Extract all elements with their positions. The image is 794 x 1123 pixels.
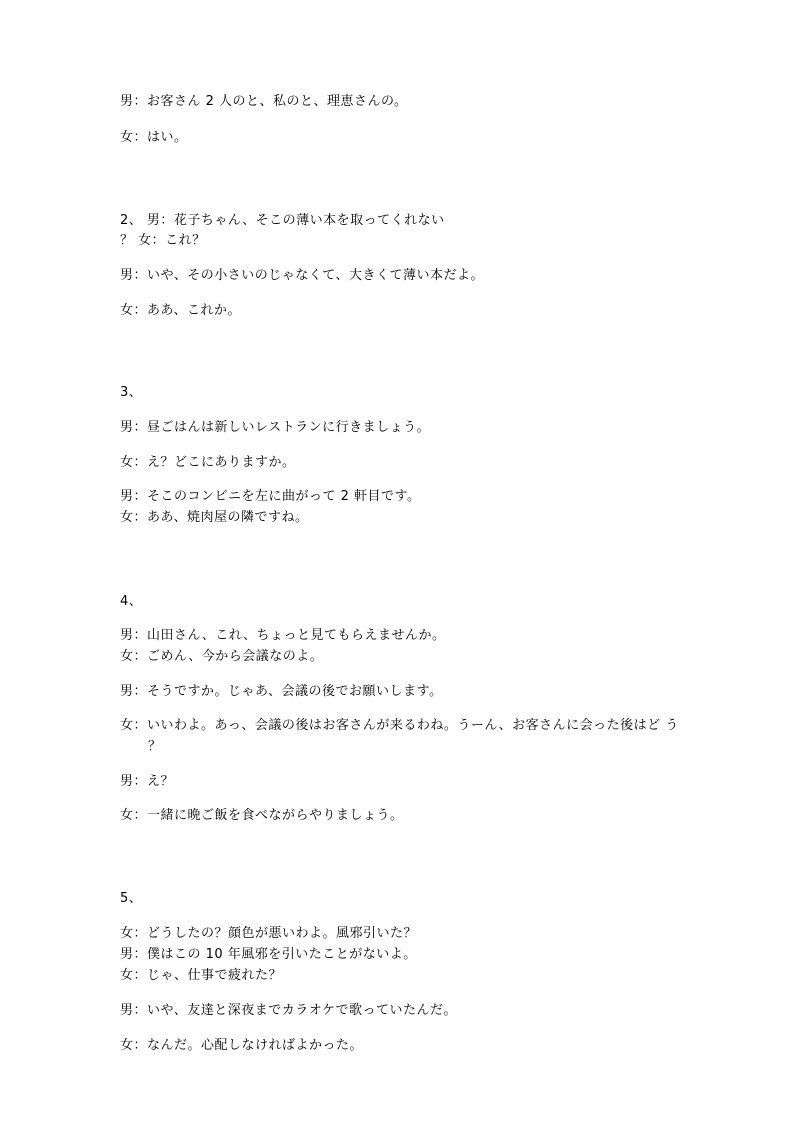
dialogue-line: 女：え？どこにありますか。 [120, 455, 296, 470]
dialogue-line-continuation: ？ [148, 739, 162, 754]
dialogue-line: 女：どうしたの？顔色が悪いわよ。風邪引いた？ [120, 926, 418, 941]
section-number: 4、 [120, 594, 143, 609]
dialogue-line: 男：いや、その小さいのじゃなくて、大きくて薄い本だよ。 [120, 268, 484, 283]
dialogue-line: 男：昼ごはんは新しいレストランに行きましょう。 [120, 420, 431, 435]
dialogue-line: 男：そこのコンビニを左に曲がって 2 軒目です。 [120, 489, 421, 504]
dialogue-line: ？ 女：これ？ [120, 233, 206, 248]
dialogue-line: 女：ああ、焼肉屋の隣ですね。 [120, 510, 309, 525]
dialogue-line: 男：山田さん、これ、ちょっと見てもらえませんか。 [120, 628, 446, 643]
section-number: 5、 [120, 891, 143, 906]
dialogue-line: 女：じゃ、仕事で疲れた？ [120, 968, 283, 983]
dialogue-line: 女：なんだ。心配しなければよかった。 [120, 1038, 364, 1053]
dialogue-line: 男：僕はこの 10 年風邪を引いたことがないよ。 [120, 947, 417, 962]
dialogue-line: 男：いや、友達と深夜までカラオケで歌っていたんだ。 [120, 1003, 457, 1018]
dialogue-line: 男：そうですか。じゃあ、会議の後でお願いします。 [120, 684, 443, 699]
dialogue-line: 女：一緒に晩ご飯を食べながらやりましょう。 [120, 808, 404, 823]
dialogue-line: 男：え？ [120, 774, 175, 789]
dialogue-line: 男：お客さん 2 人のと、私のと、理恵さんの。 [120, 94, 408, 109]
section-2-first-line: 2、 男：花子ちゃん、そこの薄い本を取ってくれない [120, 213, 445, 228]
dialogue-line: 女：いいわよ。あっ、会議の後はお客さんが来るわね。うーん、お客さんに会った後はど う [120, 718, 679, 733]
dialogue-line: 女：ああ、これか。 [120, 303, 241, 318]
section-number: 3、 [120, 385, 143, 400]
dialogue-line: 女：はい。 [120, 130, 188, 145]
dialogue-line: 女：ごめん、今から会議なのよ。 [120, 649, 324, 664]
